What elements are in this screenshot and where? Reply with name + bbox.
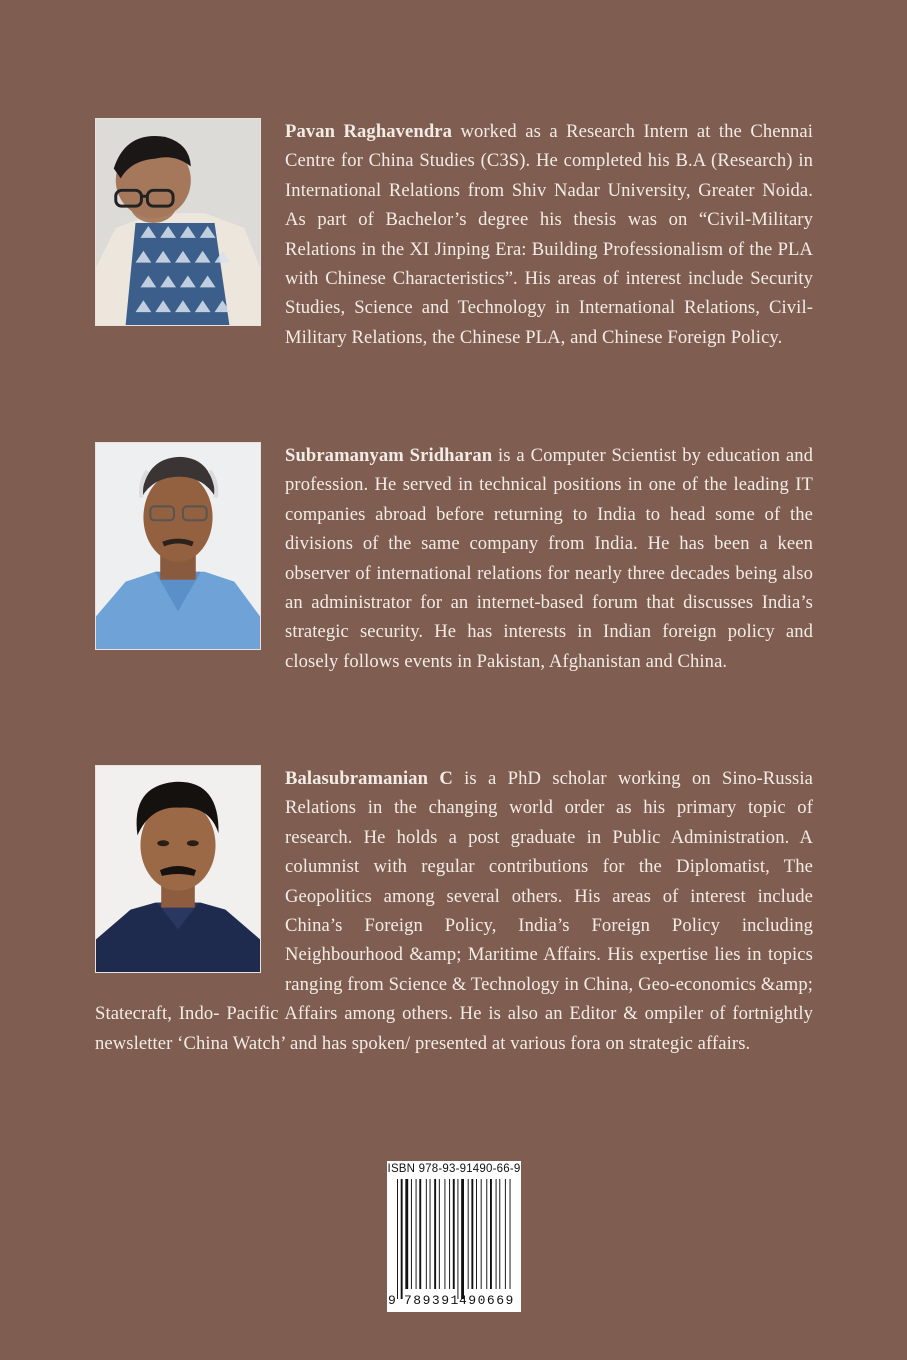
author-bio-text-1: worked as a Research Intern at the Chennai Centre for China Studies (C3S). He completed his B.A (Research) in International Relations from Shiv Nadar University, Greater Noida. As part of Bachelor’s degree his thesis was on “Civil-Military Relations in the XI Jinping Era: Building Professionalism of the PLA with Chinese Characteristics”. His areas of interest include Security Studies, Science and Technology in International Relations, Civil-Military Relations, the Chinese PLA, and Chinese Foreign Policy. <box>285 121 813 348</box>
author-bio-3 <box>95 764 813 1058</box>
author-name-1: Pavan Raghavendra <box>285 121 453 142</box>
barcode-bar <box>468 1179 469 1289</box>
barcode-bar <box>476 1179 477 1289</box>
barcode-bar <box>426 1179 427 1289</box>
isbn-label: ISBN 978-93-91490-66-9 <box>387 1163 521 1175</box>
barcode-bar <box>481 1179 482 1289</box>
barcode-bar <box>434 1179 436 1289</box>
barcode-bar <box>430 1179 431 1289</box>
barcode-bar <box>490 1179 492 1289</box>
barcode-bar <box>444 1179 445 1289</box>
barcode-digits-left: 789391 <box>404 1293 460 1308</box>
author-name-2: Subramanyam Sridharan <box>285 445 493 466</box>
barcode-bars <box>397 1179 511 1299</box>
barcode-bar <box>471 1179 473 1289</box>
barcode-digit-first: 9 <box>388 1293 396 1308</box>
barcode-bar <box>496 1179 497 1289</box>
barcode-bar <box>416 1179 417 1289</box>
author-bio-text-3: is a PhD scholar working on Sino-Russia Relations in the changing world order as his primary topic of research. He holds a post graduate in Public Administration. A columnist with regular contributions for the Diplomatist, The Geopolitics among several others. His areas of interest include China’s Foreign Policy, India’s Foreign Policy including Neighbourhood &amp; Maritime Affairs. His expertise lies in topics ranging from Science & Technology in China, Geo-economics &amp; Statecraft, Indo- Pacific Affairs among others. He is also an Editor & ompiler of fortnightly newsletter ‘China Watch’ and has spoken/ presented at various fora on strategic affairs. <box>95 768 813 1054</box>
author-name-3: Balasubramanian C <box>285 768 453 789</box>
barcode-bar <box>499 1179 500 1289</box>
barcode-bar <box>419 1179 421 1289</box>
author-photo-1 <box>95 118 261 326</box>
author-photo-3 <box>95 765 261 973</box>
barcode-bar <box>486 1179 487 1289</box>
barcode-bar <box>453 1179 455 1289</box>
barcode-digits-right: 490669 <box>459 1293 515 1308</box>
barcode-bar <box>510 1179 511 1289</box>
author-photo-2 <box>95 442 261 650</box>
barcode-bar <box>439 1179 440 1289</box>
author-bio-1 <box>95 117 813 352</box>
barcode-bar <box>461 1179 464 1299</box>
barcode-bar <box>457 1179 458 1299</box>
barcode-bar <box>449 1179 450 1289</box>
author-bio-text-2: is a Computer Scientist by education and profession. He served in technical positions in one of the leading IT companies abroad before returning to India to head some of the divisions of the same company from India. He has been a keen observer of international relations for nearly three decades being also an administrator for an internet-based forum that discusses India’s strategic security. He has interests in Indian foreign policy and closely follows events in Pakistan, Afghanistan and China. <box>285 445 813 672</box>
barcode-bar <box>411 1179 412 1289</box>
isbn-barcode <box>387 1161 521 1312</box>
author-bio-2 <box>95 441 813 676</box>
barcode-bar <box>405 1179 408 1289</box>
barcode-bar <box>397 1179 398 1299</box>
barcode-bar <box>401 1179 403 1299</box>
barcode-bar <box>505 1179 506 1289</box>
